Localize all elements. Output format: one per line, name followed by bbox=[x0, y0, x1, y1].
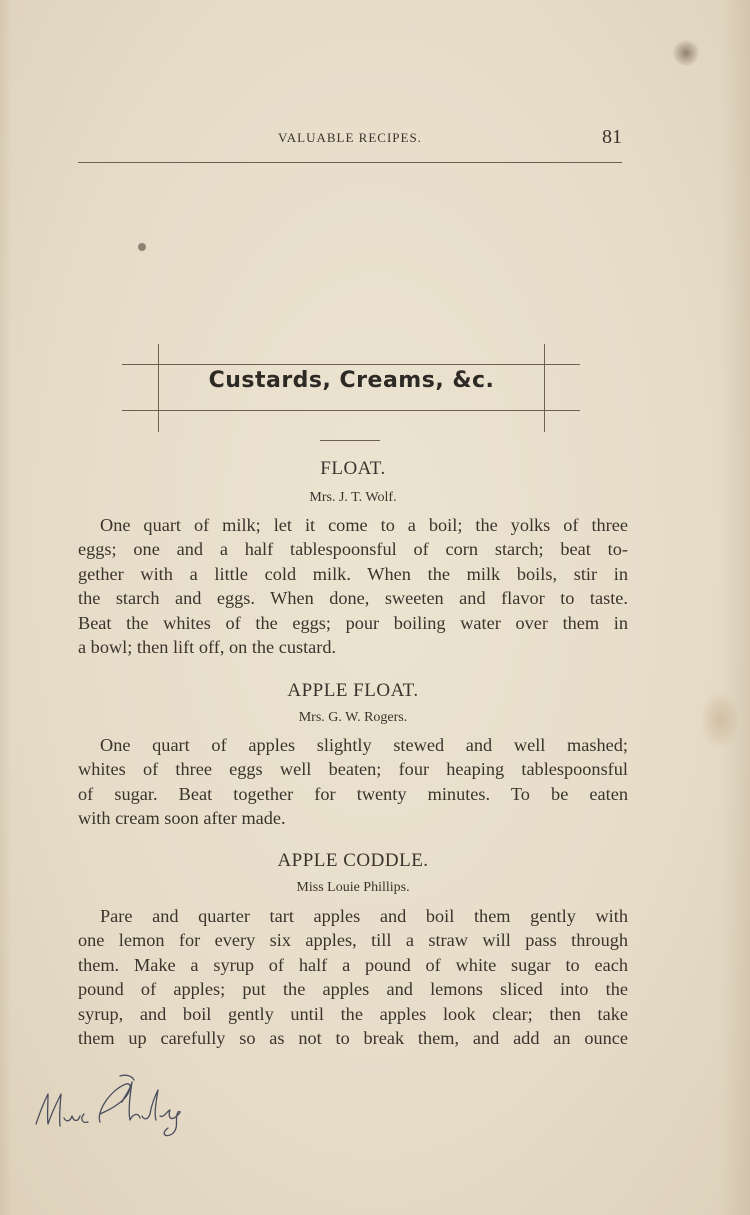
text-line: whites of three eggs well beaten; four heaping tablespoonsful bbox=[78, 759, 628, 780]
recipe-body bbox=[78, 733, 628, 831]
recipe-title: APPLE FLOAT. bbox=[287, 680, 419, 701]
text-line: Beat the whites of the eggs; pour boiling water over them in bbox=[78, 612, 628, 633]
text-line: of sugar. Beat together for twenty minutes. To be eaten bbox=[78, 783, 628, 804]
handwritten-signature bbox=[30, 1072, 200, 1152]
section-title-frame bbox=[122, 344, 580, 432]
text-line: them up carefully so as not to break them, and add an ounce bbox=[78, 1028, 628, 1049]
recipe-author: Mrs. G. W. Rogers. bbox=[298, 710, 408, 725]
recipe-body bbox=[78, 904, 628, 1050]
foxing-spot bbox=[673, 40, 699, 66]
stain-mark bbox=[700, 690, 740, 750]
text-line: one lemon for every six apples, till a straw will pass through bbox=[78, 930, 628, 951]
header-rule bbox=[78, 162, 622, 163]
text-line: Pare and quarter tart apples and boil them gently with bbox=[100, 906, 628, 926]
section-title: Custards, Creams, &c. bbox=[208, 368, 495, 393]
recipe-title: FLOAT. bbox=[320, 458, 386, 479]
text-line: eggs; one and a half tablespoonsful of corn starch; beat to- bbox=[78, 539, 628, 560]
text-line: gether with a little cold milk. When the milk boils, stir in bbox=[78, 563, 628, 584]
text-line: One quart of apples slightly stewed and well mashed; bbox=[100, 735, 628, 755]
page-number: 81 bbox=[602, 126, 622, 148]
ink-dot bbox=[138, 243, 146, 251]
text-line: them. Make a syrup of half a pound of white sugar to each bbox=[78, 954, 628, 975]
text-line: the starch and eggs. When done, sweeten and flavor to taste. bbox=[78, 588, 628, 609]
frame-line-bottom bbox=[158, 410, 545, 411]
running-head-title: VALUABLE RECIPES. bbox=[278, 130, 422, 145]
page-edge-shadow-left bbox=[0, 0, 12, 1215]
recipe-author: Miss Louie Phillips. bbox=[296, 880, 410, 895]
text-line: One quart of milk; let it come to a boil; the yolks of three bbox=[100, 515, 628, 535]
running-head bbox=[78, 126, 622, 150]
text-line: syrup, and boil gently until the apples look clear; then take bbox=[78, 1003, 628, 1024]
page-edge-shadow-right bbox=[720, 0, 750, 1215]
frame-line-top bbox=[158, 364, 545, 365]
frame-stub bbox=[122, 364, 158, 365]
frame-stub bbox=[545, 364, 580, 365]
frame-stub bbox=[545, 410, 580, 411]
recipe-author: Mrs. J. T. Wolf. bbox=[309, 490, 397, 505]
text-line: a bowl; then lift off, on the custard. bbox=[78, 637, 337, 658]
text-line: with cream soon after made. bbox=[78, 808, 286, 829]
recipe-body bbox=[78, 513, 628, 659]
text-line: pound of apples; put the apples and lemons sliced into the bbox=[78, 979, 628, 1000]
recipe-title: APPLE CODDLE. bbox=[277, 850, 429, 871]
frame-stub bbox=[122, 410, 158, 411]
section-divider-rule bbox=[320, 440, 380, 441]
